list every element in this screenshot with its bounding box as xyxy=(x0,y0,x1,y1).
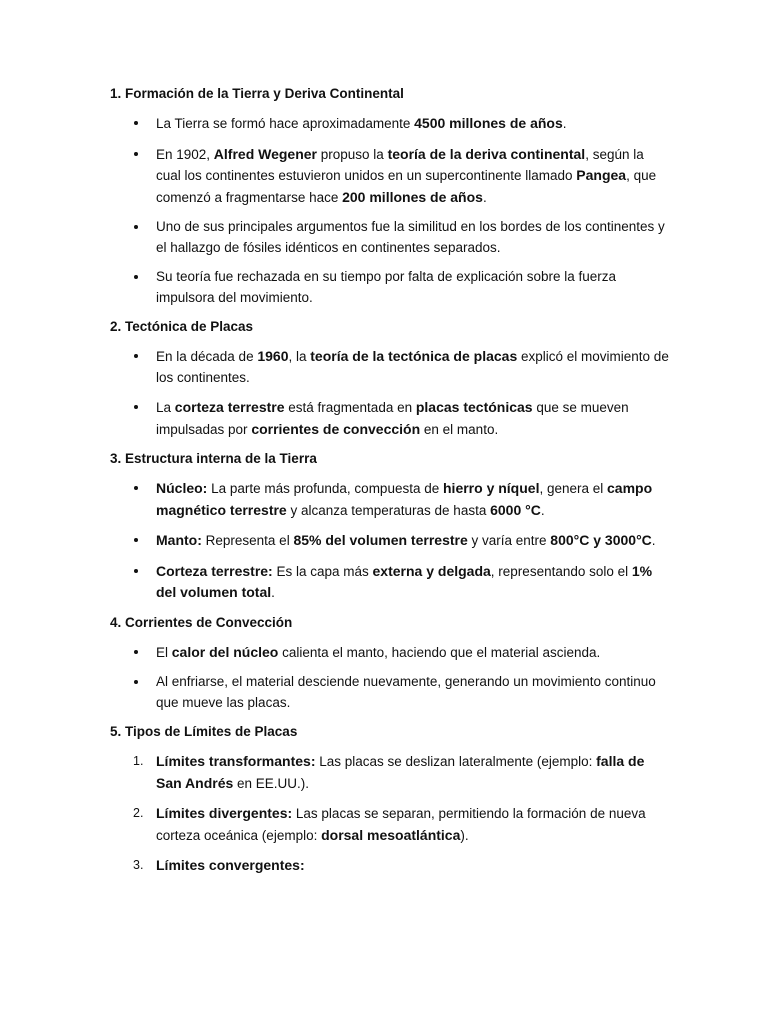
list-item xyxy=(110,397,670,440)
bold-text: placas tectónicas xyxy=(415,399,533,415)
bold-text: 4500 millones de años xyxy=(414,115,563,131)
text-run: que se mueven impulsadas por xyxy=(156,400,629,437)
text-run: . xyxy=(271,585,275,600)
bullet-icon xyxy=(134,405,138,409)
bullet-icon xyxy=(134,275,138,279)
section-heading: 3. Estructura interna de la Tierra xyxy=(110,451,317,466)
bullet-list xyxy=(110,478,670,604)
bold-text: Núcleo: xyxy=(156,480,208,496)
list-item xyxy=(110,561,670,604)
bullet-icon xyxy=(134,121,138,125)
text-run: Las placas se deslizan lateralmente (ejemplo: xyxy=(315,754,597,769)
bold-text: Límites divergentes: xyxy=(156,805,293,821)
list-item xyxy=(110,346,670,388)
text-run: , genera el xyxy=(539,481,608,496)
list-number: 1. xyxy=(133,754,144,768)
text-run: , representando solo el xyxy=(490,563,632,579)
text-run: . xyxy=(540,502,545,518)
bullet-list xyxy=(110,346,670,440)
bullet-icon xyxy=(134,354,138,358)
text-run: . xyxy=(562,116,567,131)
section-heading: 5. Tipos de Límites de Placas xyxy=(110,724,298,739)
bold-text: corteza terrestre xyxy=(174,399,285,415)
text-run: Al enfriarse, el material desciende nuevamente, generando un movimiento continuo que mueve las placas. xyxy=(156,674,656,710)
section-heading: 1. Formación de la Tierra y Deriva Continental xyxy=(110,86,404,101)
text-run: en EE.UU.). xyxy=(233,775,310,791)
text-run: El xyxy=(156,644,172,660)
list-item xyxy=(110,642,670,664)
bullet-list xyxy=(110,642,670,714)
text-run: Uno de sus principales argumentos fue la similitud en los bordes de los continentes y el hallazgo de fósiles idénticos en continentes separados. xyxy=(156,219,665,255)
bold-text: 800°C y 3000°C xyxy=(550,532,652,548)
bold-text: 85% del volumen terrestre xyxy=(293,532,468,548)
bold-text: calor del núcleo xyxy=(171,643,279,660)
bold-text: 1% del volumen total xyxy=(156,562,653,600)
text-run: La xyxy=(156,400,175,415)
list-item xyxy=(110,672,670,713)
text-run: La parte más profunda, compuesta de xyxy=(207,481,443,496)
bold-text: Corteza terrestre: xyxy=(156,562,273,579)
bullet-icon xyxy=(134,650,138,654)
bold-text: falla de San Andrés xyxy=(156,753,645,791)
text-run: calienta el manto, haciendo que el material ascienda. xyxy=(278,644,601,660)
text-run: en el manto. xyxy=(420,421,499,437)
text-run: explicó el movimiento de los continentes. xyxy=(156,349,669,385)
bold-text: hierro y níquel xyxy=(443,480,540,496)
bold-text: teoría de la tectónica de placas xyxy=(310,348,518,364)
bold-text: 200 millones de años xyxy=(342,188,483,205)
text-run: Las placas se separan, permitiendo la formación de nueva corteza oceánica (ejemplo: xyxy=(156,806,646,843)
bold-text: Manto: xyxy=(156,532,202,548)
list-item xyxy=(110,803,670,846)
text-run: . xyxy=(482,189,487,205)
bold-text: campo magnético terrestre xyxy=(156,480,653,518)
bold-text: Pangea xyxy=(576,167,627,183)
text-run: y alcanza temperaturas de hasta xyxy=(286,502,491,518)
bold-text: 1960 xyxy=(257,348,289,364)
list-number: 3. xyxy=(133,858,144,872)
document-body xyxy=(110,84,670,886)
text-run: está fragmentada en xyxy=(284,400,416,415)
bold-text: corrientes de convección xyxy=(251,420,421,437)
bullet-icon xyxy=(134,538,138,542)
list-item xyxy=(110,217,670,258)
list-item xyxy=(110,144,670,209)
bullet-icon xyxy=(134,486,138,490)
text-run: , según la cual los continentes estuvieron unidos en un supercontinente llamado xyxy=(156,146,644,183)
list-number: 2. xyxy=(133,806,144,820)
numbered-list xyxy=(110,751,670,877)
list-item xyxy=(110,478,670,521)
text-run: . xyxy=(651,533,656,548)
list-item xyxy=(110,113,670,135)
section-heading: 4. Corrientes de Convección xyxy=(110,614,293,630)
text-run: En la década de xyxy=(156,349,258,364)
text-run: , la xyxy=(288,349,311,364)
text-run: La Tierra se formó hace aproximadamente xyxy=(156,116,415,131)
bold-text: dorsal mesoatlántica xyxy=(321,826,461,843)
bullet-icon xyxy=(134,152,138,156)
list-item xyxy=(110,855,670,877)
list-item xyxy=(110,530,670,552)
bold-text: externa y delgada xyxy=(372,562,491,579)
text-run: ). xyxy=(460,827,469,843)
text-run: Su teoría fue rechazada en su tiempo por falta de explicación sobre la fuerza impulsora del movimiento. xyxy=(156,269,617,305)
bold-text: 6000 °C xyxy=(490,501,541,518)
text-run: Representa el xyxy=(201,533,294,548)
text-run: , que comenzó a fragmentarse hace xyxy=(156,168,657,205)
bold-text: Alfred Wegener xyxy=(213,145,318,162)
section-heading: 2. Tectónica de Placas xyxy=(110,319,254,334)
text-run: En 1902, xyxy=(156,146,214,162)
bold-text: teoría de la deriva continental xyxy=(387,145,586,162)
text-run: propuso la xyxy=(317,146,388,162)
text-run: y varía entre xyxy=(467,533,551,548)
text-run: Es la capa más xyxy=(272,563,373,579)
bullet-list xyxy=(110,113,670,308)
bullet-icon xyxy=(134,225,138,229)
bold-text: Límites convergentes: xyxy=(156,857,305,873)
bold-text: Límites transformantes: xyxy=(156,753,316,769)
bullet-icon xyxy=(134,680,138,684)
bullet-icon xyxy=(134,569,138,573)
list-item xyxy=(110,267,670,308)
list-item xyxy=(110,751,670,794)
